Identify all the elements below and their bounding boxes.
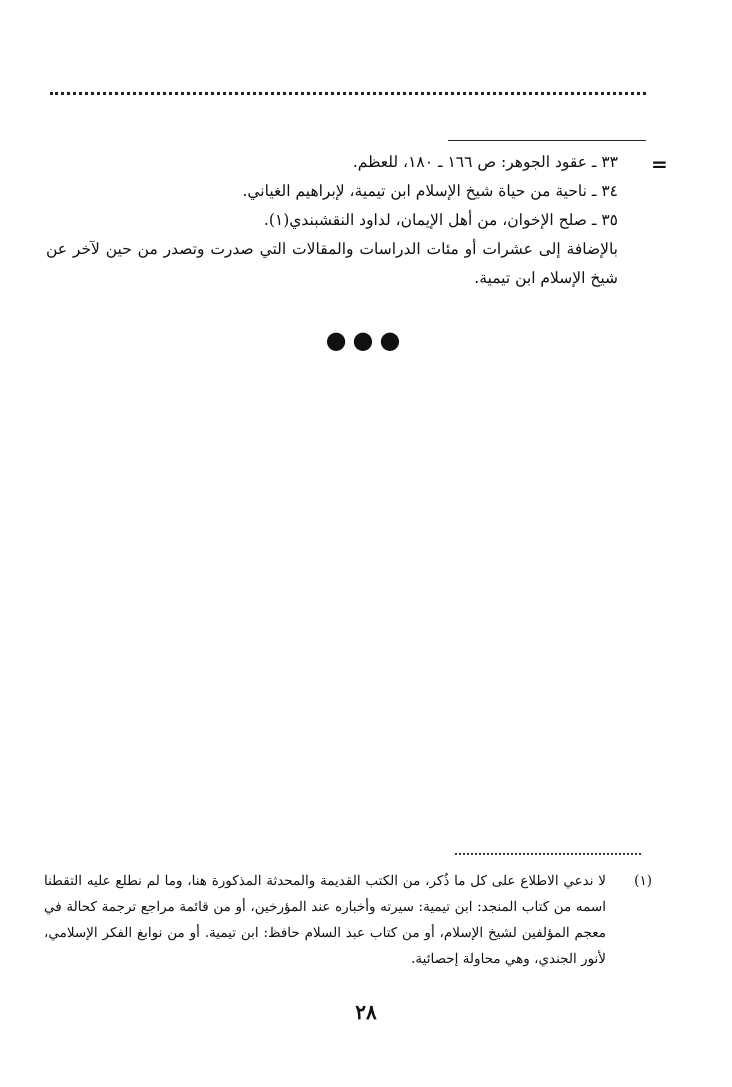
footnote-marker: (١) [634, 873, 652, 889]
list-item-33: ٣٣ ـ عقود الجوهر: ص ١٦٦ ـ ١٨٠، للعظم. [352, 153, 618, 171]
list-item-34: ٣٤ ـ ناحية من حياة شيخ الإسلام ابن تيمية، لإبراهيم الغياني. [242, 182, 618, 200]
section-rule [448, 140, 646, 141]
continuation-marker: = [651, 152, 668, 176]
section-separator: ●●● [325, 326, 407, 354]
main-text [46, 148, 618, 293]
continuation-paragraph: بالإضافة إلى عشرات أو مئات الدراسات والمقالات التي صدرت وتصدر من حين لآخر عن شيخ الإسلام ابن تيمية. [46, 240, 618, 287]
top-dotted-divider [50, 92, 646, 95]
list-item-35: ٣٥ ـ صلح الإخوان، من أهل الإيمان، لداود النقشبندي(١). [263, 211, 618, 229]
footnote-divider [455, 853, 641, 855]
page-number: ٢٨ [355, 1000, 377, 1024]
footnote-text: لا ندعي الاطلاع على كل ما ذُكر، من الكتب القديمة والمحدثة المذكورة هنا، وما لم نطلع عليه التقطنا اسمه من كتاب المنجد: ابن تيمية: سيرته وأخباره عند المؤرخين، أو من قائمة مراجع ترجمة كحالة في معجم المؤلفين لشيخ الإسلام، أو من كتاب عبد السلام حافظ: ابن تيمية. أو من نوابغ الفكر الإسلامي، لأنور الجندي، وهي محاولة إحصائية. [44, 873, 606, 967]
footnote [44, 868, 652, 972]
